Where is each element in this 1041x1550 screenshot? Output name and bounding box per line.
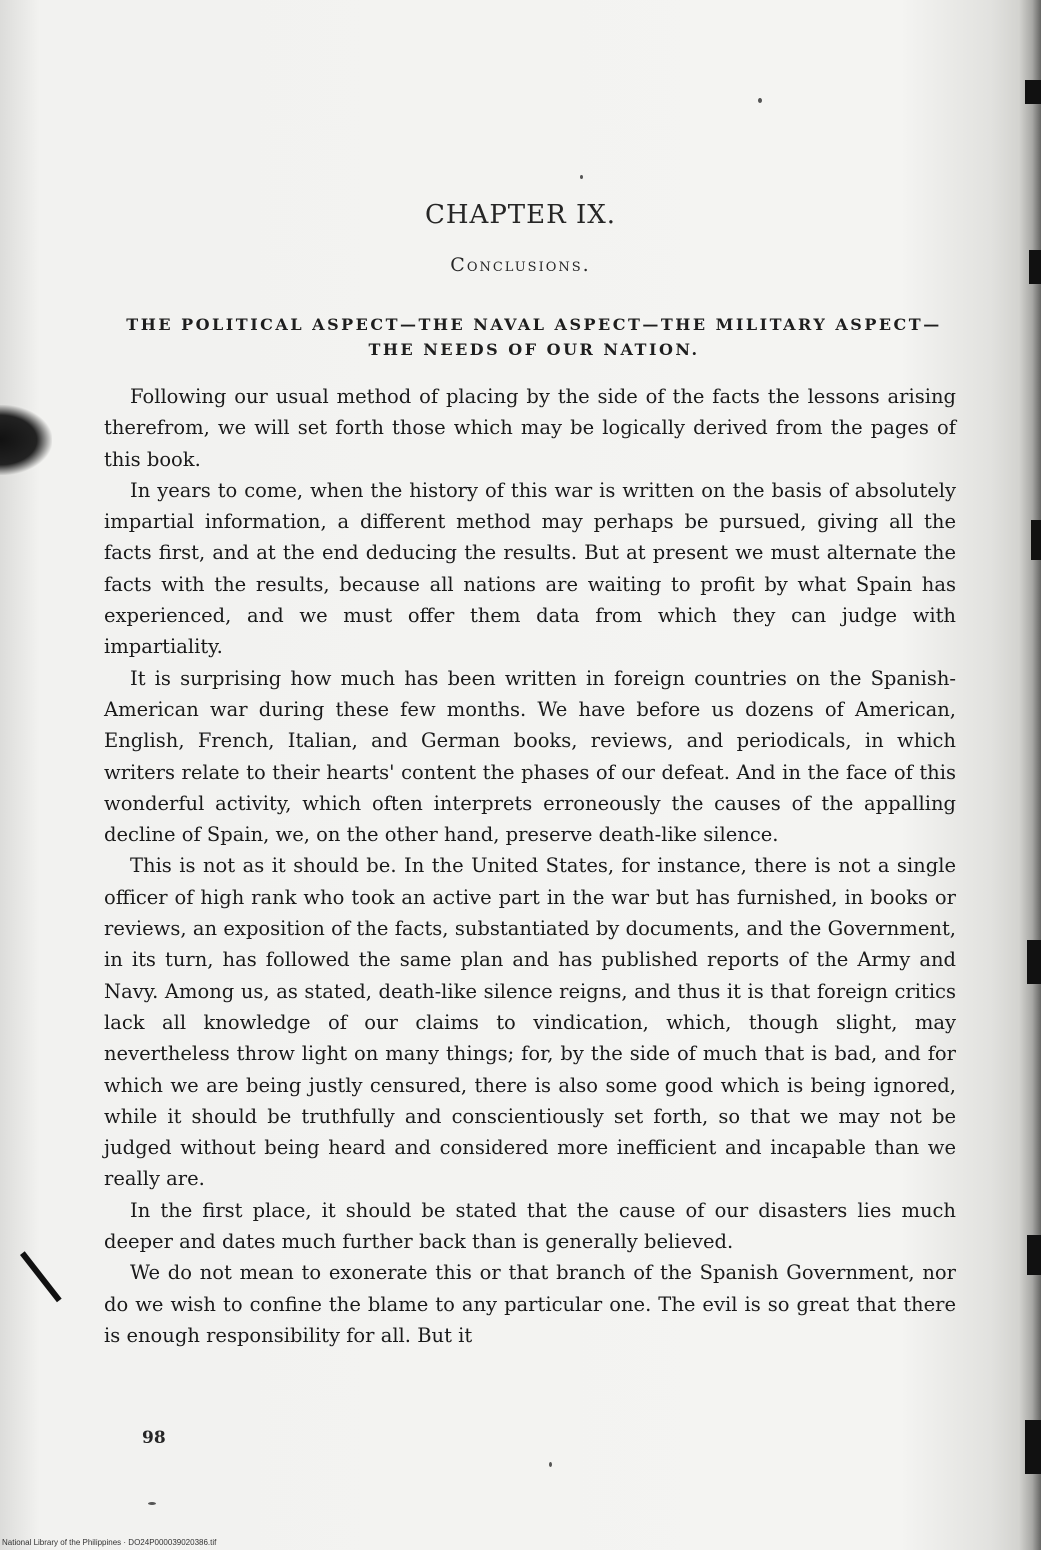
binding-mark bbox=[1027, 940, 1041, 984]
scan-speck bbox=[148, 1502, 156, 1505]
paragraph: Following our usual method of placing by the side of the facts the lessons arising therefrom, we will set forth those which may be logically derived from the pages of this book. bbox=[104, 385, 956, 471]
body-text bbox=[104, 381, 956, 1351]
pencil-stroke bbox=[20, 1251, 62, 1302]
chapter-subtitle: Conclusions. bbox=[450, 254, 591, 276]
paragraph: This is not as it should be. In the United States, for instance, there is not a single officer of high rank who took an active part in the war but has furnished, in books or reviews, an exposition of the facts, substantiated by documents, and the Government, in its turn, has followed the same plan and has published reports of the Army and Navy. Among us, as stated, death-like silence reigns, and thus it is that foreign critics lack all knowledge of our claims to vindication, which, though slight, may nevertheless throw light on many things; for, by the side of much that is bad, and for which we are being justly censured, there is also some good which is being ignored, while it should be truthfully and conscientiously set forth, so that we may not be judged without being heard and considered more inefficient and incapable than we really are. bbox=[104, 854, 956, 1191]
paragraph: In years to come, when the history of this war is written on the basis of absolutely impartial information, a different method may perhaps be pursued, giving all the facts first, and at the end deducing the results. But at present we must alternate the facts with the results, because all nations are waiting to profit by what Spain has experienced, and we must offer them data from which they can judge with impartiality. bbox=[104, 478, 956, 659]
page-number: 98 bbox=[142, 1428, 166, 1448]
scan-blot bbox=[0, 405, 52, 475]
binding-mark bbox=[1025, 80, 1041, 104]
chapter-title: CHAPTER IX. bbox=[424, 200, 617, 230]
paragraph: We do not mean to exonerate this or that branch of the Spanish Government, nor do we wish to confine the blame to any particular one. The evil is so great that there is enough responsibility for all. But it bbox=[104, 1261, 956, 1347]
chapter-synopsis: THE POLITICAL ASPECT—THE NAVAL ASPECT—THE MILITARY ASPECT—THE NEEDS OF OUR NATION. bbox=[126, 315, 942, 359]
binding-mark bbox=[1025, 1420, 1041, 1474]
binding-shadow bbox=[1019, 0, 1041, 1550]
scan-speck bbox=[758, 98, 762, 103]
binding-mark bbox=[1027, 1235, 1041, 1275]
scan-speck bbox=[549, 1462, 552, 1467]
paragraph: In the first place, it should be stated that the cause of our disasters lies much deeper and dates much further back than is generally believed. bbox=[104, 1198, 956, 1254]
paragraph: It is surprising how much has been written in foreign countries on the Spanish-American war during these few months. We have before us dozens of American, English, French, Italian, and German books, reviews, and periodicals, in which writers relate to their hearts' content the phases of our defeat. And in the face of this wonderful activity, which often interprets erroneously the causes of the appalling decline of Spain, we, on the other hand, preserve death-like silence. bbox=[104, 666, 956, 847]
scan-footer: National Library of the Philippines · DO24P000039020386.tif bbox=[2, 1538, 217, 1547]
binding-mark bbox=[1031, 520, 1041, 560]
scan-speck bbox=[580, 175, 583, 179]
